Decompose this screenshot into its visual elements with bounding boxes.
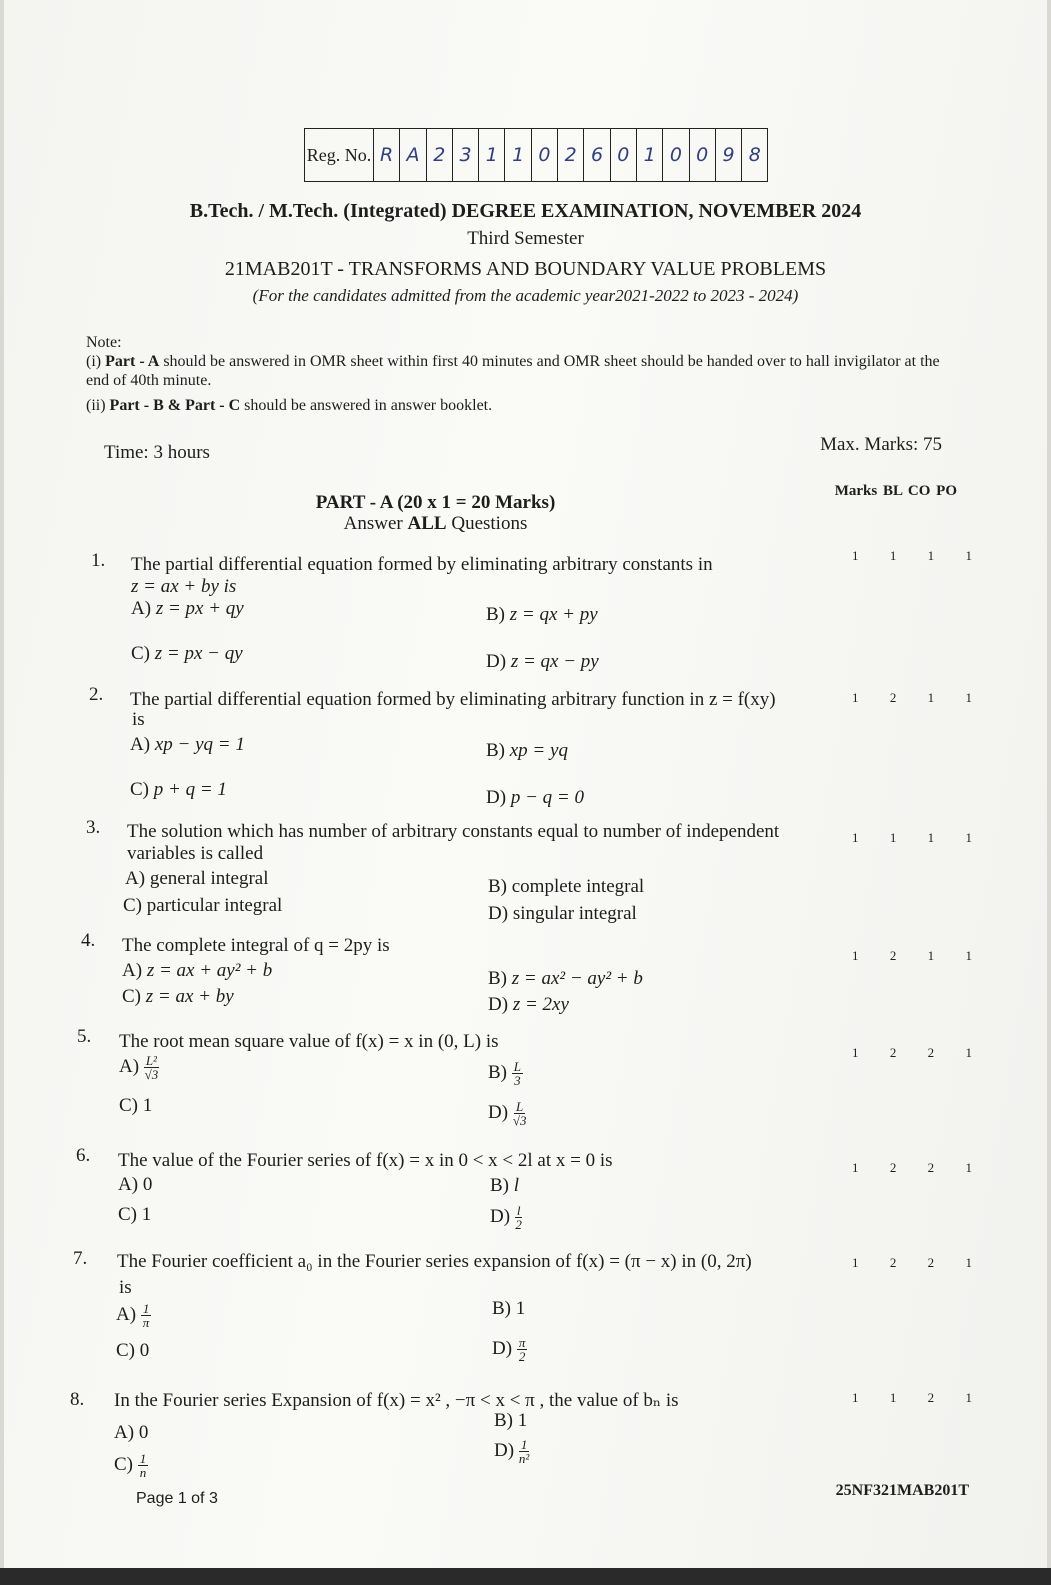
option-d: D) z = 2xy xyxy=(488,994,569,1015)
option-b: B) z = qx + py xyxy=(486,604,598,625)
reg-digit: 0 xyxy=(611,129,637,181)
option-c: C) particular integral xyxy=(123,895,283,916)
reg-digit: 6 xyxy=(584,129,610,181)
reg-digit: A xyxy=(400,129,426,181)
option-b: B) 1 xyxy=(492,1298,526,1319)
option-b: B) complete integral xyxy=(488,876,645,897)
option-d: D) $\frac{1}{\text{n²}}$ xyxy=(494,1437,530,1466)
question-marks: 1 2 1 1 xyxy=(852,948,972,963)
exam-title: B.Tech. / M.Tech. (Integrated) DEGREE EXAMINATION, NOVEMBER 2024 xyxy=(189,200,862,222)
reg-digit: 1 xyxy=(637,129,663,181)
question-marks: 1 1 1 1 xyxy=(852,548,972,563)
semester: Third Semester xyxy=(467,228,584,249)
option-b: B) 1 xyxy=(494,1410,528,1431)
option-c: C) p + q = 1 xyxy=(130,779,227,800)
reg-label: Reg. No. xyxy=(305,129,374,181)
option-a: A) $\frac{1}{\pi}$ xyxy=(116,1301,150,1330)
option-c: C) 0 xyxy=(116,1340,150,1361)
option-b: B) z = ax² − ay² + b xyxy=(488,968,643,989)
time: Time: 3 hours xyxy=(104,442,210,463)
reg-digit: 0 xyxy=(532,129,558,181)
question-marks: 1 2 1 1 xyxy=(852,690,972,705)
option-b: B) xp = yq xyxy=(486,740,568,761)
question-marks: 1 1 2 1 xyxy=(852,1390,972,1405)
exam-paper: Reg. No. R A 2 3 1 1 0 2 6 0 1 0 0 9 8 B.Tech. / M.Tech. (Integrated) DEGREE EXAMINATION, NOVEMBER 2024 Third Semester 21MAB201T - TRANSFORMS AND BOUNDARY VALUE PROBLEMS (For the candidates admitted from the academic year2021-2022 to 2023 - 2024) Note: (i) Part - A should be answered in OMR sheet within first 40 minutes and OMR sheet should be handed over to hall invigilator at the end of 40th minute. (ii) Part - B & Part - C should be answered in answer booklet. Time: 3 hours Max. Marks: 75 Marks BL CO PO PART - A (20 x 1 = 20 Marks) Answer ALL Questions 1. The partial differential equation formed by eliminating arbitrary constants in z = ax + by is A) z = px + qy B) z = qx + py C) z = px − qy D) z = qx − py 1 1 1 1 2. The partial differential equation formed by eliminating arbitrary function in z = f(xy) is A) xp − yq = 1 B) xp = yq C) p + q = 1 D) p − q = 0 1 2 1 1 3. The solution which has number of arbitrary constants equal to number of independent variables is called A) general integral B) complete integral C) particular integral D) singular integral 1 1 1 1 4. The complete integral of q = 2py is A) z = ax + ay² + b B) z = ax² − ay² + b C) z = ax + by D) z = 2xy 1 2 1 1 5. The root mean square value of f(x) = x in (0, L) is A) $\frac{\text{L²}}{√3}$ B) $\frac{L}{3}$ C) 1 D) $\frac{L}{√3}$ 1 2 2 1 6. The value of the Fourier series of f(x) = x in 0 < x < 2l at x = 0 is A) 0 B) l C) 1 D) $\frac{l}{2}$ 1 2 2 1 7. The Fourier coefficient a₀ in the Fourier series expansion of f(x) = (π − x) in (0, 2π) is A) $\frac{1}{\pi}$ B) 1 C) 0 D) $\frac{\pi}{2}$ 1 2 2 1 8. In the Fourier series Expansion of f(x) = x² , −π < x < π , the value of bₙ is A) 0 B) 1 C) $\frac{1}{n}$ D) $\frac{1}{\text{n²}}$ 1 1 2 1 Page 1 of 3 25NF321MAB201T xyxy=(4,0,1047,1568)
option-c: C) z = ax + by xyxy=(122,986,234,1007)
reg-digit: 1 xyxy=(479,129,505,181)
option-b: B) l xyxy=(490,1175,520,1196)
note-ii: (ii) Part - B & Part - C should be answered in answer booklet. xyxy=(86,397,493,414)
option-c: C) z = px − qy xyxy=(131,643,243,664)
option-d: D) p − q = 0 xyxy=(486,787,584,808)
option-b: B) $\frac{L}{3}$ xyxy=(488,1059,521,1088)
option-c: C) 1 xyxy=(118,1204,152,1225)
option-a: A) $\frac{\text{L²}}{√3}$ xyxy=(119,1053,159,1082)
question-marks: 1 2 2 1 xyxy=(852,1160,972,1175)
reg-cells xyxy=(374,129,767,181)
option-a: A) 0 xyxy=(118,1174,153,1195)
option-c: C) 1 xyxy=(119,1095,153,1116)
background-edge xyxy=(0,1568,1051,1585)
marks-header: Marks BL CO PO xyxy=(834,483,957,499)
note-i: (i) Part - A should be answered in OMR sheet within first 40 minutes and OMR sheet should be handed over to hall invigilator at the end of 40th minute. xyxy=(86,353,940,389)
question-marks: 1 1 1 1 xyxy=(852,830,972,845)
reg-digit: 2 xyxy=(558,129,584,181)
option-d: D) $\frac{l}{2}$ xyxy=(490,1203,522,1232)
page-number: Page 1 of 3 xyxy=(136,1490,218,1507)
course-title: 21MAB201T - TRANSFORMS AND BOUNDARY VALUE PROBLEMS xyxy=(224,258,827,280)
option-d: D) $\frac{\pi}{2}$ xyxy=(492,1335,526,1364)
reg-digit: 1 xyxy=(505,129,531,181)
reg-digit: 9 xyxy=(716,129,742,181)
reg-number-box xyxy=(304,128,768,182)
option-a: A) xp − yq = 1 xyxy=(130,734,245,755)
note-label: Note: xyxy=(86,334,122,351)
reg-digit: 0 xyxy=(690,129,716,181)
option-d: D) z = qx − py xyxy=(486,651,599,672)
paper-code: 25NF321MAB201T xyxy=(835,1482,969,1499)
option-a: A) 0 xyxy=(114,1422,149,1443)
reg-digit: 3 xyxy=(453,129,479,181)
option-a: A) z = px + qy xyxy=(131,598,244,619)
part-a-instruction: Answer ALL Questions xyxy=(343,513,528,534)
max-marks: Max. Marks: 75 xyxy=(820,434,942,455)
option-d: D) $\frac{L}{√3}$ xyxy=(488,1099,527,1128)
option-c: C) $\frac{1}{n}$ xyxy=(114,1451,147,1480)
question-marks: 1 2 2 1 xyxy=(852,1045,972,1060)
part-a-title: PART - A (20 x 1 = 20 Marks) xyxy=(315,492,556,513)
admitted-note: (For the candidates admitted from the academic year2021-2022 to 2023 - 2024) xyxy=(252,286,799,305)
reg-digit: 2 xyxy=(427,129,453,181)
reg-digit: 0 xyxy=(663,129,689,181)
reg-digit: R xyxy=(374,129,400,181)
option-a: A) general integral xyxy=(125,868,269,889)
option-a: A) z = ax + ay² + b xyxy=(122,960,273,981)
question-marks: 1 2 2 1 xyxy=(852,1255,972,1270)
reg-digit: 8 xyxy=(748,144,761,166)
option-d: D) singular integral xyxy=(488,903,637,924)
